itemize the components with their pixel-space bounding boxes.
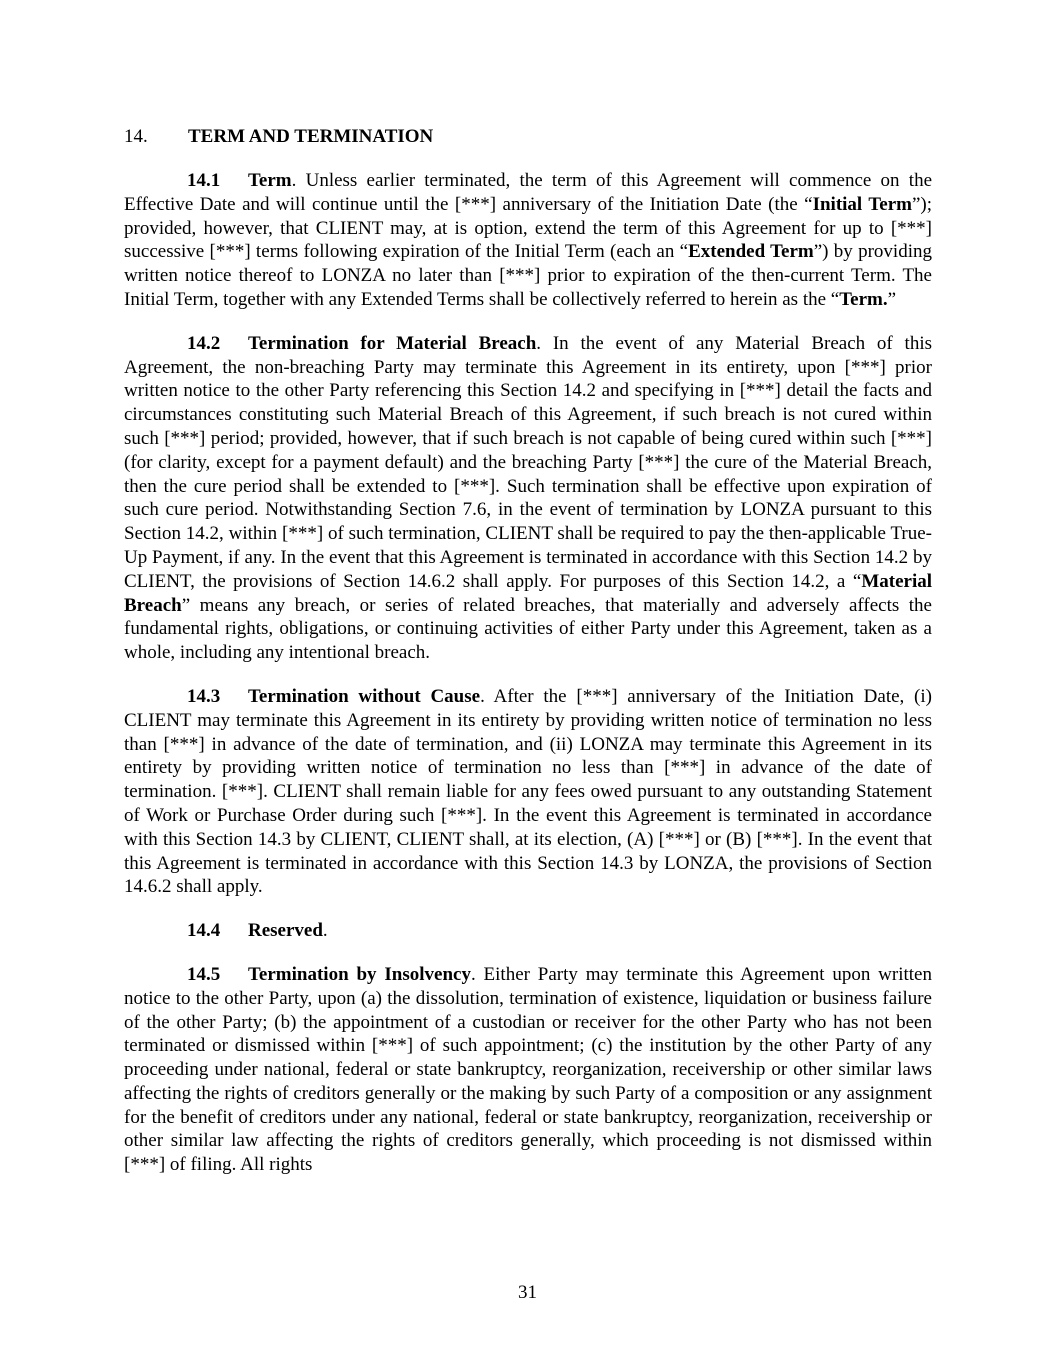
clause-title: Reserved [248, 920, 323, 942]
clause-text: . Unless earlier terminated, the term of this Agreement will commence on the Effective Date and will continue until the [***] anniversary of the Initiation Date (the “ [124, 170, 932, 215]
clause-text: . In the event of any Material Breach of this Agreement, the non-breaching Party may terminate this Agreement in its entirety, upon [***] prior written notice to the other Party referencing this Section 14.2 and specifying in [***] detail the facts and circumstances constituting such Material Breach of this Agreement, if such breach is not cured within such [***] period; provided, however, that if such breach is not capable of being cured within such [***] (for clarity, except for a payment default) and the breaching Party [***] the cure of the Material Breach, then the cure period shall be extended to [***]. Such termination shall be effective upon expiration of such cure period. Notwithstanding Section 7.6, in the event of termination by LONZA pursuant to this Section 14.2, within [***] of such termination, CLIENT shall be required to pay the then-applicable True-Up Payment, if any. In the event that this Agreement is terminated in accordance with this Section 14.2 by CLIENT, the provisions of Section 14.6.2 shall apply. For purposes of this Section 14.2, a “ [124, 332, 932, 592]
page-number: 31 [518, 1282, 537, 1303]
defined-term: Extended Term [688, 241, 814, 263]
clause-title: Termination without Cause [248, 685, 481, 707]
clause-title: Termination by Insolvency [248, 963, 471, 985]
clause-text: ”); provided, however, that CLIENT may, at is option, extend the term of this Agreement for up to [***] successive [***] terms following expiration of the Initial Term (each an “ [124, 193, 933, 263]
clause-14-4 [124, 919, 932, 943]
clause-title: Term [248, 170, 292, 191]
clause-text: . After the [***] anniversary of the Initiation Date, (i) CLIENT may terminate this Agreement in its entirety by providing written notice of termination no less than [***] in advance of the date of termination, and (ii) LONZA may terminate this Agreement in its entirety by providing written notice of termination no less than [***] in advance of the date of termination. [***]. CLIENT shall remain liable for any fees owed pursuant to any outstanding Statement of Work or Purchase Order during such [***]. In the event this Agreement is terminated in accordance with this Section 14.3 by CLIENT, CLIENT shall, at its election, (A) [***] or (B) [***]. In the event that this Agreement is terminated in accordance with this Section 14.3 by LONZA, the provisions of Section 14.6.2 shall apply. [124, 685, 932, 898]
section-number: 14. [124, 126, 148, 147]
clause-text: ”) by providing written notice thereof to LONZA no later than [***] prior to expiration of the then-current Term. The Initial Term, together with any Extended Terms shall be collectively referred to herein as the “ [124, 241, 932, 310]
section-title: TERM AND TERMINATION [188, 126, 434, 147]
document-page [124, 125, 932, 1177]
clause-text: . [322, 920, 328, 942]
defined-term: Term. [839, 288, 888, 310]
clause-14-3 [124, 685, 932, 899]
clause-number: 14.4 [187, 920, 221, 942]
clause-14-5 [124, 963, 932, 1177]
clause-14-1 [124, 169, 932, 312]
defined-term: Initial Term [812, 193, 912, 215]
defined-term: Material Breach [124, 570, 932, 616]
clause-14-2 [124, 332, 932, 665]
clause-text: ” means any breach, or series of related breaches, that materially and adversely affects the fundamental rights, obligations, or continuing activities of either Party under this Agreement, taken as a whole, including any intentional breach. [124, 594, 932, 664]
clause-number: 14.3 [187, 685, 221, 707]
clause-text: ” [887, 288, 897, 310]
clause-title: Termination for Material Breach [248, 332, 537, 354]
clause-number: 14.5 [187, 963, 221, 985]
clause-number: 14.1 [187, 170, 221, 191]
section-heading [124, 125, 932, 149]
clause-text: . Either Party may terminate this Agreement upon written notice to the other Party, upon (a) the dissolution, termination of existence, liquidation or business failure of the other Party; (b) the appointment of a custodian or receiver for the other Party who has not been terminated or dismissed within [***] of such appointment; (c) the institution by the other Party of any proceeding under national, federal or state bankruptcy, reorganization, receivership or other similar laws affecting the rights of creditors generally or the making by such Party of a composition or any assignment for the benefit of creditors under any national, federal or state bankruptcy, reorganization, receivership or other similar law affecting the rights of creditors generally, which proceeding is not dismissed within [***] of filing. All rights [124, 963, 932, 1176]
clause-number: 14.2 [187, 332, 221, 354]
